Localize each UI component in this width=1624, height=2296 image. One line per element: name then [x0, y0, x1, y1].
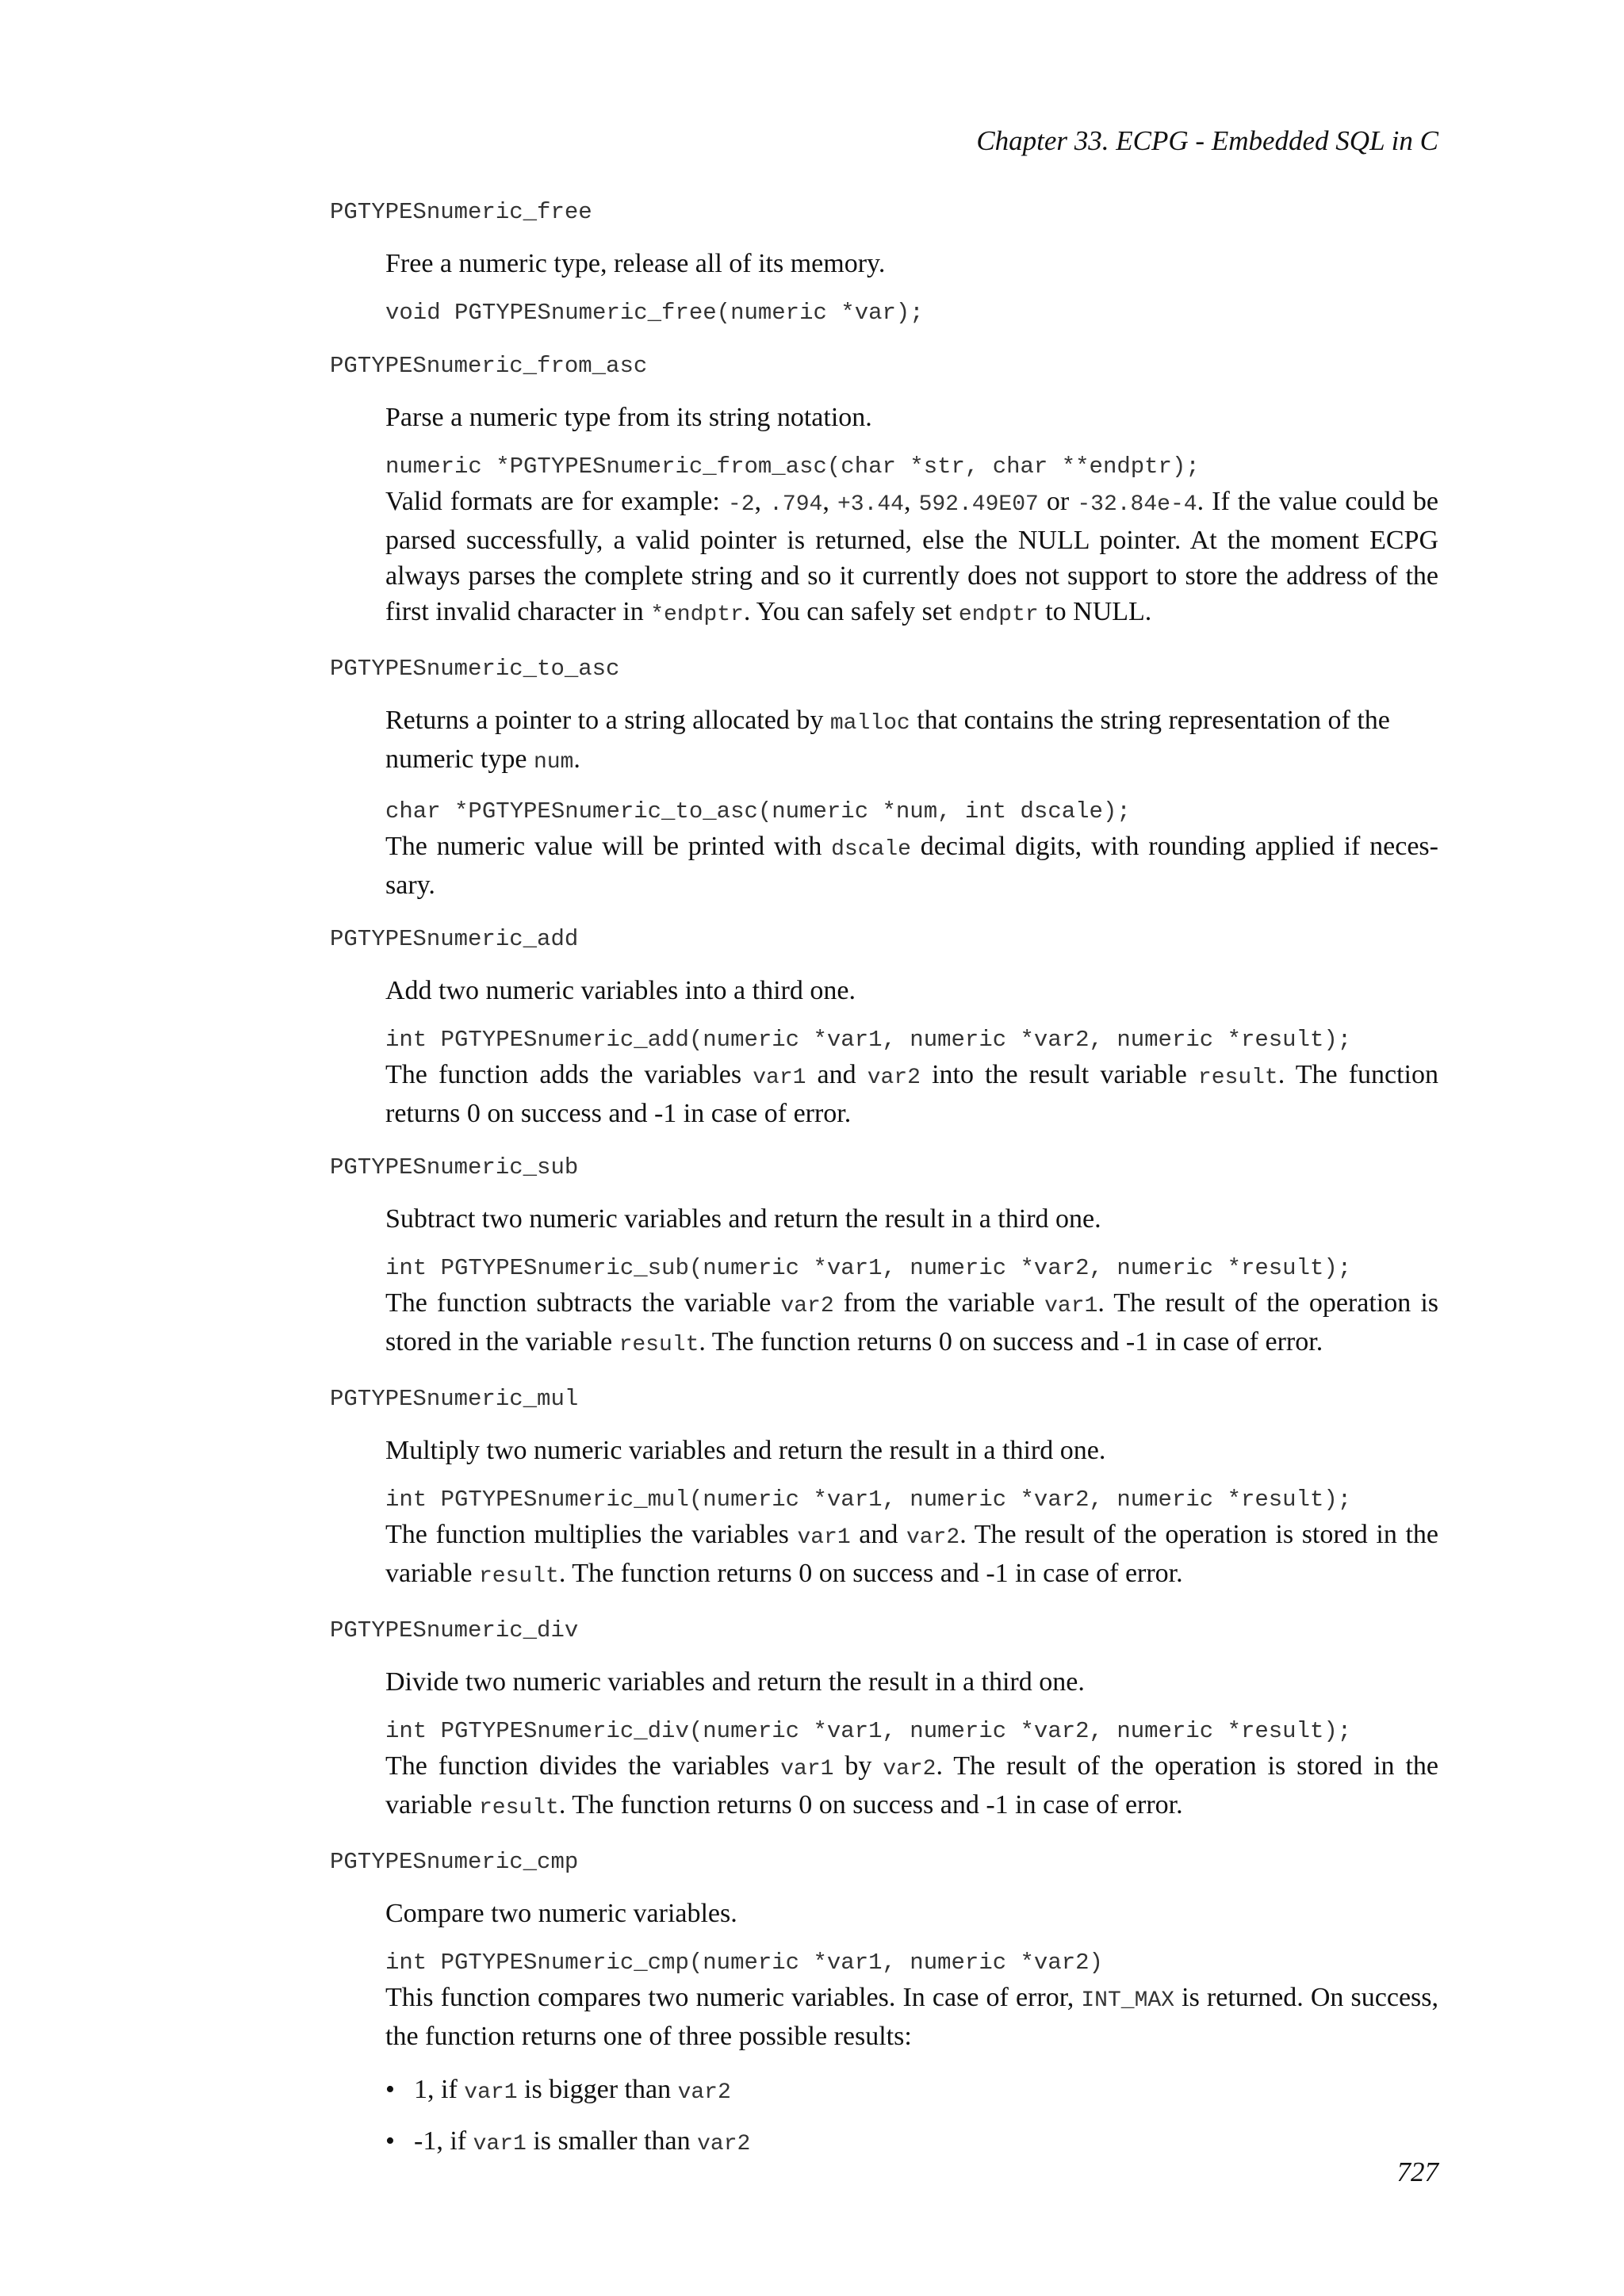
text: . The result of the operation is stored in the variable: [385, 1751, 1439, 1820]
code-literal: var1: [1044, 1294, 1098, 1318]
text: to NULL.: [1038, 597, 1152, 626]
list-item: [385, 2072, 1438, 2110]
function-signature: int PGTYPESnumeric_cmp(numeric *var1, numeric *var2): [385, 1950, 1103, 1976]
code-literal: .794: [769, 492, 823, 517]
explanation-paragraph: [385, 484, 1438, 633]
text: -1, if: [414, 2126, 473, 2156]
text: This function compares two numeric variables. In case of error,: [385, 1983, 1082, 2012]
entry-numeric-add: [330, 924, 1438, 1131]
text: decimal digits, with rounding applied if neces-sary.: [385, 832, 1438, 900]
function-signature: numeric *PGTYPESnumeric_from_asc(char *str, char **endptr);: [385, 453, 1200, 480]
code-literal: -2: [727, 492, 755, 517]
text: and: [850, 1520, 906, 1549]
text: . You can safely set: [743, 597, 959, 626]
code-literal: 592.49E07: [918, 492, 1039, 517]
term-numeric-to-asc: PGTYPESnumeric_to_asc: [330, 656, 620, 682]
text: The function adds the variables: [385, 1060, 753, 1089]
code-literal: var1: [797, 1525, 851, 1550]
code-literal: var2: [906, 1525, 960, 1550]
text: and: [806, 1060, 868, 1089]
code-literal: var1: [780, 1757, 834, 1781]
function-signature: int PGTYPESnumeric_sub(numeric *var1, numeric *var2, numeric *result);: [385, 1255, 1352, 1281]
text: is smaller than: [526, 2126, 698, 2156]
code-literal: result: [479, 1796, 559, 1820]
term-numeric-mul: PGTYPESnumeric_mul: [330, 1386, 579, 1412]
description: Parse a numeric type from its string notation.: [385, 403, 872, 432]
code-literal: num: [533, 750, 574, 775]
bullet-icon: •: [385, 2126, 395, 2156]
entry-numeric-sub: [330, 1152, 1438, 1363]
term-numeric-cmp: PGTYPESnumeric_cmp: [330, 1849, 579, 1875]
description: Add two numeric variables into a third one.: [385, 976, 856, 1005]
description: Free a numeric type, release all of its memory.: [385, 249, 886, 278]
text: The function divides the variables: [385, 1751, 781, 1781]
entry-numeric-free: [330, 197, 1438, 330]
text: . The function returns 0 on success and -1 in case of error.: [699, 1327, 1323, 1357]
explanation-paragraph: [385, 828, 1438, 903]
text: . The function returns 0 on success and -1 in case of error.: [558, 1559, 1183, 1588]
entry-numeric-from-asc: [330, 350, 1438, 633]
text: ,: [822, 487, 837, 516]
text: . The result of the operation is stored in the variable: [385, 1520, 1438, 1588]
code-literal: -32.84e-4: [1077, 492, 1197, 517]
term-numeric-from-asc: PGTYPESnumeric_from_asc: [330, 353, 648, 379]
text: The function multiplies the variables: [385, 1520, 798, 1549]
explanation-paragraph: [385, 1748, 1438, 1826]
text: or: [1038, 487, 1078, 516]
code-literal: var2: [697, 2132, 751, 2156]
text: The numeric value will be printed with: [385, 832, 832, 861]
description: Subtract two numeric variables and return the result in a third one.: [385, 1204, 1101, 1234]
description: [385, 702, 1438, 780]
function-signature: int PGTYPESnumeric_add(numeric *var1, numeric *var2, numeric *result);: [385, 1027, 1352, 1053]
function-signature: void PGTYPESnumeric_free(numeric *var);: [385, 300, 924, 326]
function-signature: int PGTYPESnumeric_mul(numeric *var1, numeric *var2, numeric *result);: [385, 1487, 1352, 1513]
code-literal: var2: [677, 2080, 731, 2105]
entry-numeric-cmp: [330, 1846, 1438, 2162]
explanation-paragraph: [385, 1517, 1438, 1594]
code-literal: var2: [867, 1066, 921, 1090]
description: Divide two numeric variables and return the result in a third one.: [385, 1667, 1085, 1697]
text: by: [833, 1751, 883, 1781]
code-literal: dscale: [831, 837, 911, 862]
code-literal: malloc: [829, 711, 910, 736]
text: ,: [754, 487, 770, 516]
explanation-paragraph: [385, 1285, 1438, 1363]
function-signature: int PGTYPESnumeric_div(numeric *var1, numeric *var2, numeric *result);: [385, 1718, 1352, 1744]
code-literal: var1: [473, 2132, 527, 2156]
text: is bigger than: [517, 2075, 678, 2104]
code-literal: INT_MAX: [1081, 1988, 1174, 2013]
text: from the variable: [833, 1288, 1045, 1318]
code-literal: var1: [753, 1066, 806, 1090]
text: . The function returns 0 on success and -1 in case of error.: [558, 1790, 1183, 1820]
function-signature: char *PGTYPESnumeric_to_asc(numeric *num, int dscale);: [385, 798, 1131, 825]
code-literal: result: [1197, 1066, 1278, 1090]
description: Multiply two numeric variables and return the result in a third one.: [385, 1436, 1106, 1465]
text: .: [573, 744, 580, 774]
code-literal: *endptr: [650, 603, 744, 627]
text: 1, if: [414, 2075, 465, 2104]
explanation-paragraph: [385, 1057, 1438, 1131]
code-literal: var2: [780, 1294, 834, 1318]
text: Valid formats are for example:: [385, 487, 728, 516]
result-list: [385, 2072, 1438, 2162]
text: into the result variable: [920, 1060, 1198, 1089]
text: that contains the string representation of the numeric type: [385, 706, 1390, 774]
entry-numeric-to-asc: [330, 653, 1438, 903]
bullet-icon: •: [385, 2075, 395, 2104]
term-numeric-free: PGTYPESnumeric_free: [330, 199, 592, 225]
code-literal: +3.44: [837, 492, 904, 517]
text: . The result of the operation is stored in the variable: [385, 1288, 1438, 1357]
term-numeric-add: PGTYPESnumeric_add: [330, 926, 579, 952]
text: is returned. On success, the function returns one of three possible results:: [385, 1983, 1438, 2051]
chapter-header: Chapter 33. ECPG - Embedded SQL in C: [976, 125, 1438, 156]
code-literal: endptr: [958, 603, 1039, 627]
code-literal: var2: [883, 1757, 936, 1781]
description: Compare two numeric variables.: [385, 1899, 737, 1928]
explanation-paragraph: [385, 1980, 1438, 2054]
term-numeric-sub: PGTYPESnumeric_sub: [330, 1154, 579, 1181]
term-numeric-div: PGTYPESnumeric_div: [330, 1617, 579, 1644]
text: Returns a pointer to a string allocated by: [385, 706, 830, 735]
text: ,: [903, 487, 919, 516]
list-item: [385, 2123, 1438, 2162]
function-reference-list: [330, 197, 1438, 2183]
text: . If the value could be parsed successfully, a valid pointer is returned, else the NULL pointer. At the moment ECPG always parses the complete string and so it currently does not support to store the address of the first invalid character in: [385, 487, 1439, 626]
code-literal: result: [479, 1564, 559, 1589]
entry-numeric-mul: [330, 1383, 1438, 1594]
page-number: 727: [1396, 2156, 1438, 2187]
code-literal: var1: [464, 2080, 518, 2105]
text: The function subtracts the variable: [385, 1288, 781, 1318]
text: . The function returns 0 on success and -1 in case of error.: [385, 1060, 1438, 1128]
code-literal: result: [619, 1333, 699, 1357]
entry-numeric-div: [330, 1615, 1438, 1826]
